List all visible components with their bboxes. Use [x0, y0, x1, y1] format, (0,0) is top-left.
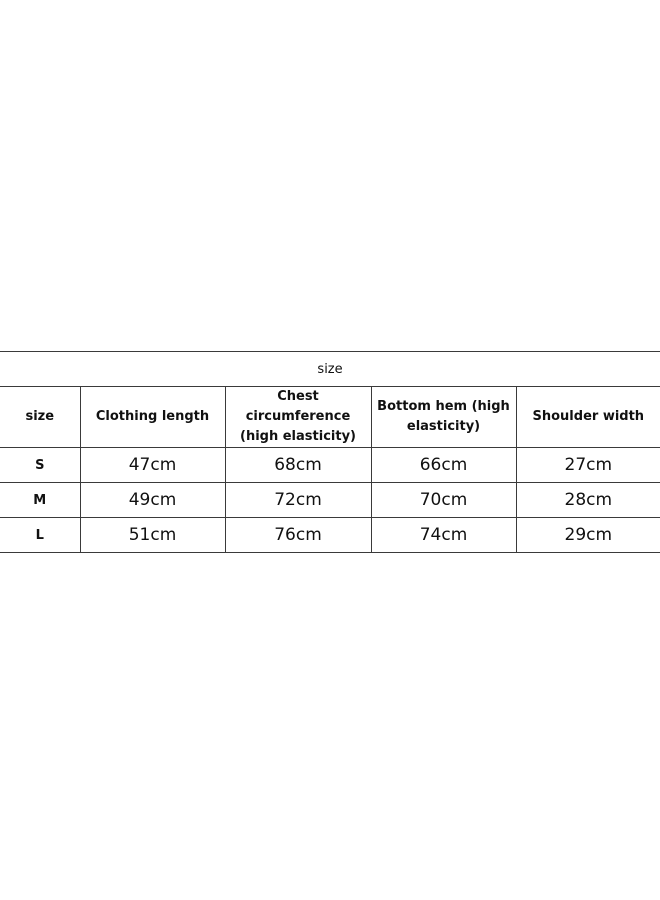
size-cell: M [0, 483, 80, 518]
header-chest-circumference: Chest circumference (high elasticity) [225, 387, 371, 448]
chest-cell: 68cm [225, 448, 371, 483]
bottom-hem-cell: 66cm [371, 448, 516, 483]
clothing-length-cell: 47cm [80, 448, 225, 483]
table-row [0, 518, 660, 553]
shoulder-cell: 28cm [516, 483, 660, 518]
table-header-row [0, 387, 660, 448]
chest-cell: 72cm [225, 483, 371, 518]
clothing-length-cell: 51cm [80, 518, 225, 553]
bottom-hem-cell: 70cm [371, 483, 516, 518]
table-row [0, 483, 660, 518]
clothing-length-cell: 49cm [80, 483, 225, 518]
shoulder-cell: 27cm [516, 448, 660, 483]
size-cell: S [0, 448, 80, 483]
shoulder-cell: 29cm [516, 518, 660, 553]
chest-cell: 76cm [225, 518, 371, 553]
table-title: size [0, 352, 660, 387]
bottom-hem-cell: 74cm [371, 518, 516, 553]
size-chart-table [0, 351, 660, 553]
header-bottom-hem: Bottom hem (high elasticity) [371, 387, 516, 448]
size-cell: L [0, 518, 80, 553]
table-title-row [0, 352, 660, 387]
table-row [0, 448, 660, 483]
header-size: size [0, 387, 80, 448]
header-clothing-length: Clothing length [80, 387, 225, 448]
header-shoulder-width: Shoulder width [516, 387, 660, 448]
